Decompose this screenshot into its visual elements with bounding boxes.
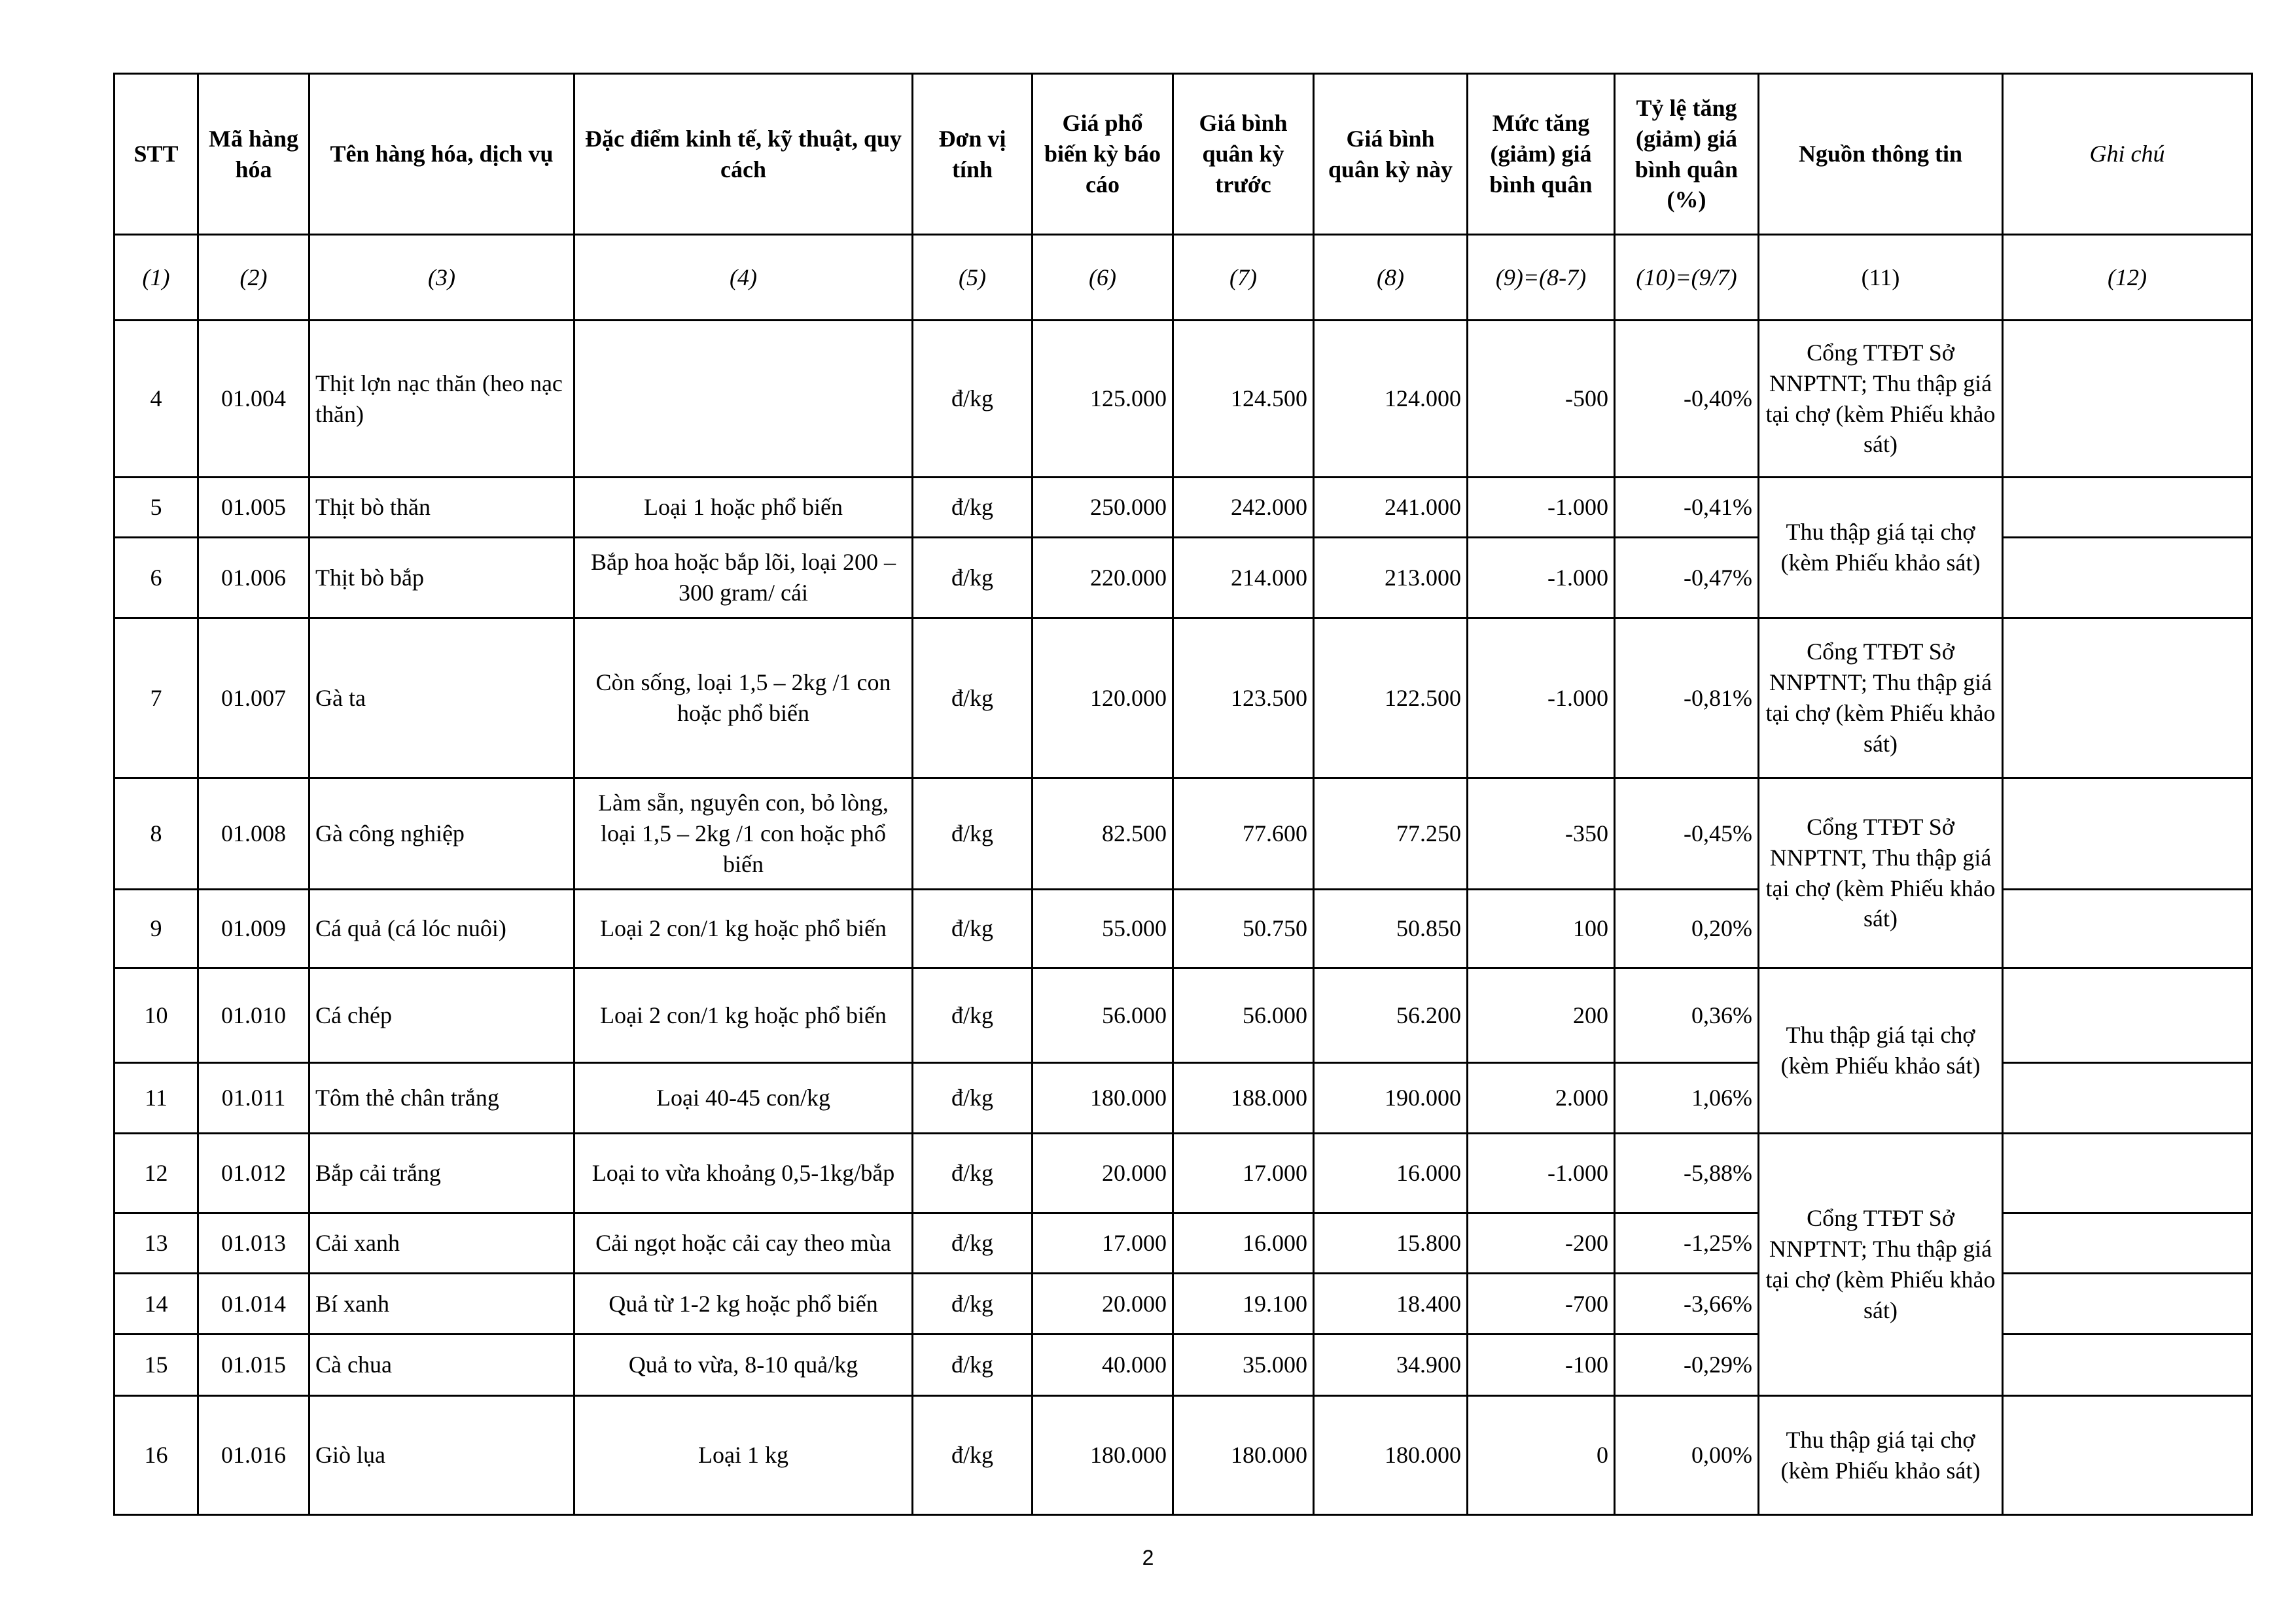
cell-stt: 12 xyxy=(115,1134,198,1213)
cell-code: 01.004 xyxy=(198,321,309,478)
cell-note xyxy=(2003,1213,2252,1274)
cell-note xyxy=(2003,1063,2252,1134)
cell-change: -1.000 xyxy=(1468,478,1615,538)
cell-spec: Loại 2 con/1 kg hoặc phổ biến xyxy=(574,968,913,1063)
cell-prev-avg: 180.000 xyxy=(1173,1396,1314,1515)
cell-curr-avg: 16.000 xyxy=(1314,1134,1468,1213)
cell-change: 0 xyxy=(1468,1396,1615,1515)
header-prev-avg: Giá bình quân kỳ trước xyxy=(1173,74,1314,235)
cell-unit: đ/kg xyxy=(913,321,1033,478)
cell-curr-avg: 241.000 xyxy=(1314,478,1468,538)
cell-unit: đ/kg xyxy=(913,890,1033,968)
cell-unit: đ/kg xyxy=(913,1134,1033,1213)
cell-popular-price: 220.000 xyxy=(1033,538,1173,618)
cell-unit: đ/kg xyxy=(913,1063,1033,1134)
cell-stt: 4 xyxy=(115,321,198,478)
cell-spec xyxy=(574,321,913,478)
cell-name: Bí xanh xyxy=(309,1274,574,1335)
cell-change-pct: 0,36% xyxy=(1615,968,1759,1063)
cell-change: 100 xyxy=(1468,890,1615,968)
cell-prev-avg: 50.750 xyxy=(1173,890,1314,968)
cell-curr-avg: 50.850 xyxy=(1314,890,1468,968)
cell-change-pct: -0,40% xyxy=(1615,321,1759,478)
cell-change-pct: -1,25% xyxy=(1615,1213,1759,1274)
cell-name: Cải xanh xyxy=(309,1213,574,1274)
cell-change: -100 xyxy=(1468,1335,1615,1396)
cell-curr-avg: 213.000 xyxy=(1314,538,1468,618)
column-index: (5) xyxy=(913,235,1033,321)
header-unit: Đơn vị tính xyxy=(913,74,1033,235)
cell-prev-avg: 188.000 xyxy=(1173,1063,1314,1134)
table-row xyxy=(115,478,2252,538)
cell-name: Bắp cải trắng xyxy=(309,1134,574,1213)
cell-change-pct: -0,41% xyxy=(1615,478,1759,538)
cell-unit: đ/kg xyxy=(913,618,1033,778)
cell-note xyxy=(2003,1134,2252,1213)
header-code: Mã hàng hóa xyxy=(198,74,309,235)
cell-name: Cá chép xyxy=(309,968,574,1063)
cell-prev-avg: 35.000 xyxy=(1173,1335,1314,1396)
cell-code: 01.012 xyxy=(198,1134,309,1213)
cell-curr-avg: 34.900 xyxy=(1314,1335,1468,1396)
cell-stt: 14 xyxy=(115,1274,198,1335)
cell-curr-avg: 77.250 xyxy=(1314,778,1468,890)
column-index: (11) xyxy=(1759,235,2003,321)
cell-note xyxy=(2003,1274,2252,1335)
cell-change: -500 xyxy=(1468,321,1615,478)
cell-note xyxy=(2003,538,2252,618)
cell-curr-avg: 122.500 xyxy=(1314,618,1468,778)
cell-prev-avg: 77.600 xyxy=(1173,778,1314,890)
cell-change-pct: -0,47% xyxy=(1615,538,1759,618)
cell-curr-avg: 124.000 xyxy=(1314,321,1468,478)
cell-name: Giò lụa xyxy=(309,1396,574,1515)
cell-unit: đ/kg xyxy=(913,1274,1033,1335)
table-row xyxy=(115,968,2252,1063)
cell-prev-avg: 19.100 xyxy=(1173,1274,1314,1335)
cell-code: 01.005 xyxy=(198,478,309,538)
cell-spec: Làm sẵn, nguyên con, bỏ lòng, loại 1,5 – 2kg /1 con hoặc phổ biến xyxy=(574,778,913,890)
header-row xyxy=(115,74,2252,235)
cell-unit: đ/kg xyxy=(913,1213,1033,1274)
cell-note xyxy=(2003,618,2252,778)
header-name: Tên hàng hóa, dịch vụ xyxy=(309,74,574,235)
table-row xyxy=(115,778,2252,890)
header-source: Nguồn thông tin xyxy=(1759,74,2003,235)
cell-code: 01.015 xyxy=(198,1335,309,1396)
cell-stt: 9 xyxy=(115,890,198,968)
cell-source: Thu thập giá tại chợ (kèm Phiếu khảo sát) xyxy=(1759,1396,2003,1515)
cell-spec: Loại 40-45 con/kg xyxy=(574,1063,913,1134)
cell-spec: Loại to vừa khoảng 0,5-1kg/bắp xyxy=(574,1134,913,1213)
table-row xyxy=(115,1396,2252,1515)
cell-stt: 10 xyxy=(115,968,198,1063)
cell-code: 01.016 xyxy=(198,1396,309,1515)
cell-change: 200 xyxy=(1468,968,1615,1063)
header-popular-price: Giá phổ biến kỳ báo cáo xyxy=(1033,74,1173,235)
cell-change-pct: -0,29% xyxy=(1615,1335,1759,1396)
cell-spec: Bắp hoa hoặc bắp lõi, loại 200 – 300 gram/ cái xyxy=(574,538,913,618)
header-note: Ghi chú xyxy=(2003,74,2252,235)
cell-spec: Loại 1 hoặc phổ biến xyxy=(574,478,913,538)
cell-unit: đ/kg xyxy=(913,1335,1033,1396)
cell-unit: đ/kg xyxy=(913,1396,1033,1515)
cell-prev-avg: 17.000 xyxy=(1173,1134,1314,1213)
table-row xyxy=(115,321,2252,478)
column-index: (8) xyxy=(1314,235,1468,321)
cell-note xyxy=(2003,778,2252,890)
column-index: (6) xyxy=(1033,235,1173,321)
cell-change: 2.000 xyxy=(1468,1063,1615,1134)
cell-source: Cổng TTĐT Sở NNPTNT; Thu thập giá tại chợ (kèm Phiếu khảo sát) xyxy=(1759,1134,2003,1396)
cell-curr-avg: 18.400 xyxy=(1314,1274,1468,1335)
cell-code: 01.009 xyxy=(198,890,309,968)
cell-curr-avg: 15.800 xyxy=(1314,1213,1468,1274)
cell-popular-price: 20.000 xyxy=(1033,1274,1173,1335)
cell-curr-avg: 190.000 xyxy=(1314,1063,1468,1134)
cell-change-pct: 1,06% xyxy=(1615,1063,1759,1134)
cell-spec: Quả từ 1-2 kg hoặc phổ biến xyxy=(574,1274,913,1335)
cell-prev-avg: 214.000 xyxy=(1173,538,1314,618)
cell-change-pct: 0,20% xyxy=(1615,890,1759,968)
column-index: (12) xyxy=(2003,235,2252,321)
cell-popular-price: 55.000 xyxy=(1033,890,1173,968)
cell-source: Thu thập giá tại chợ (kèm Phiếu khảo sát) xyxy=(1759,968,2003,1134)
cell-curr-avg: 56.200 xyxy=(1314,968,1468,1063)
cell-popular-price: 250.000 xyxy=(1033,478,1173,538)
header-change-pct: Tỷ lệ tăng (giảm) giá bình quân (%) xyxy=(1615,74,1759,235)
column-index: (9)=(8-7) xyxy=(1468,235,1615,321)
cell-spec: Loại 2 con/1 kg hoặc phổ biến xyxy=(574,890,913,968)
column-index: (7) xyxy=(1173,235,1314,321)
cell-popular-price: 20.000 xyxy=(1033,1134,1173,1213)
cell-popular-price: 17.000 xyxy=(1033,1213,1173,1274)
cell-popular-price: 82.500 xyxy=(1033,778,1173,890)
cell-prev-avg: 242.000 xyxy=(1173,478,1314,538)
cell-change: -1.000 xyxy=(1468,618,1615,778)
cell-popular-price: 180.000 xyxy=(1033,1396,1173,1515)
cell-code: 01.006 xyxy=(198,538,309,618)
cell-curr-avg: 180.000 xyxy=(1314,1396,1468,1515)
column-index: (10)=(9/7) xyxy=(1615,235,1759,321)
cell-change: -1.000 xyxy=(1468,538,1615,618)
cell-note xyxy=(2003,968,2252,1063)
cell-note xyxy=(2003,1335,2252,1396)
page-number: 2 xyxy=(1142,1546,1154,1569)
column-index: (3) xyxy=(309,235,574,321)
cell-source: Thu thập giá tại chợ (kèm Phiếu khảo sát) xyxy=(1759,478,2003,618)
cell-code: 01.010 xyxy=(198,968,309,1063)
cell-name: Thịt bò bắp xyxy=(309,538,574,618)
cell-unit: đ/kg xyxy=(913,778,1033,890)
cell-change: -200 xyxy=(1468,1213,1615,1274)
cell-change-pct: 0,00% xyxy=(1615,1396,1759,1515)
cell-name: Cá quả (cá lóc nuôi) xyxy=(309,890,574,968)
cell-code: 01.007 xyxy=(198,618,309,778)
header-change: Mức tăng (giảm) giá bình quân xyxy=(1468,74,1615,235)
cell-name: Cà chua xyxy=(309,1335,574,1396)
cell-unit: đ/kg xyxy=(913,538,1033,618)
cell-popular-price: 180.000 xyxy=(1033,1063,1173,1134)
cell-name: Tôm thẻ chân trắng xyxy=(309,1063,574,1134)
cell-stt: 11 xyxy=(115,1063,198,1134)
table-row xyxy=(115,618,2252,778)
cell-change-pct: -3,66% xyxy=(1615,1274,1759,1335)
cell-stt: 6 xyxy=(115,538,198,618)
cell-code: 01.014 xyxy=(198,1274,309,1335)
price-table xyxy=(113,73,2253,1516)
cell-source: Cổng TTĐT Sở NNPTNT; Thu thập giá tại chợ (kèm Phiếu khảo sát) xyxy=(1759,618,2003,778)
cell-source: Cổng TTĐT Sở NNPTNT; Thu thập giá tại chợ (kèm Phiếu khảo sát) xyxy=(1759,321,2003,478)
cell-stt: 7 xyxy=(115,618,198,778)
cell-change: -1.000 xyxy=(1468,1134,1615,1213)
cell-prev-avg: 56.000 xyxy=(1173,968,1314,1063)
cell-popular-price: 125.000 xyxy=(1033,321,1173,478)
header-stt: STT xyxy=(115,74,198,235)
cell-change-pct: -5,88% xyxy=(1615,1134,1759,1213)
cell-code: 01.008 xyxy=(198,778,309,890)
cell-spec: Quả to vừa, 8-10 quả/kg xyxy=(574,1335,913,1396)
cell-popular-price: 56.000 xyxy=(1033,968,1173,1063)
cell-prev-avg: 124.500 xyxy=(1173,321,1314,478)
cell-source: Cổng TTĐT Sở NNPTNT, Thu thập giá tại chợ (kèm Phiếu khảo sát) xyxy=(1759,778,2003,968)
cell-prev-avg: 123.500 xyxy=(1173,618,1314,778)
header-spec: Đặc điểm kinh tế, kỹ thuật, quy cách xyxy=(574,74,913,235)
cell-name: Gà ta xyxy=(309,618,574,778)
cell-stt: 15 xyxy=(115,1335,198,1396)
table-row xyxy=(115,1134,2252,1213)
column-index: (2) xyxy=(198,235,309,321)
cell-code: 01.013 xyxy=(198,1213,309,1274)
cell-unit: đ/kg xyxy=(913,478,1033,538)
cell-spec: Còn sống, loại 1,5 – 2kg /1 con hoặc phổ biến xyxy=(574,618,913,778)
cell-change-pct: -0,81% xyxy=(1615,618,1759,778)
header-curr-avg: Giá bình quân kỳ này xyxy=(1314,74,1468,235)
cell-name: Thịt lợn nạc thăn (heo nạc thăn) xyxy=(309,321,574,478)
cell-prev-avg: 16.000 xyxy=(1173,1213,1314,1274)
cell-name: Gà công nghiệp xyxy=(309,778,574,890)
cell-stt: 8 xyxy=(115,778,198,890)
cell-change: -350 xyxy=(1468,778,1615,890)
column-index: (1) xyxy=(115,235,198,321)
cell-note xyxy=(2003,321,2252,478)
column-index-row xyxy=(115,235,2252,321)
cell-unit: đ/kg xyxy=(913,968,1033,1063)
cell-note xyxy=(2003,1396,2252,1515)
cell-stt: 16 xyxy=(115,1396,198,1515)
cell-code: 01.011 xyxy=(198,1063,309,1134)
cell-name: Thịt bò thăn xyxy=(309,478,574,538)
cell-stt: 13 xyxy=(115,1213,198,1274)
cell-note xyxy=(2003,478,2252,538)
cell-popular-price: 40.000 xyxy=(1033,1335,1173,1396)
cell-change-pct: -0,45% xyxy=(1615,778,1759,890)
cell-stt: 5 xyxy=(115,478,198,538)
column-index: (4) xyxy=(574,235,913,321)
cell-popular-price: 120.000 xyxy=(1033,618,1173,778)
cell-spec: Loại 1 kg xyxy=(574,1396,913,1515)
cell-note xyxy=(2003,890,2252,968)
cell-spec: Cải ngọt hoặc cải cay theo mùa xyxy=(574,1213,913,1274)
cell-change: -700 xyxy=(1468,1274,1615,1335)
